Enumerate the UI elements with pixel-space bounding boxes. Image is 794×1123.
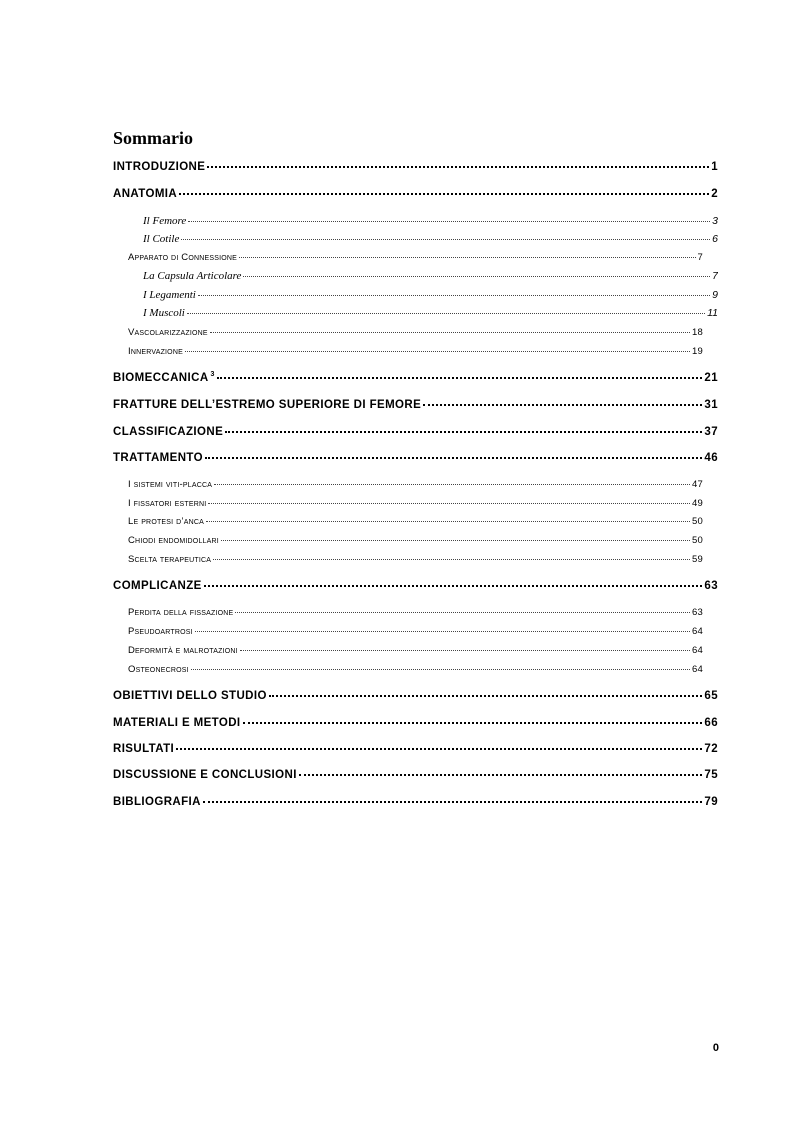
toc-entry-label: CLASSIFICAZIONE	[113, 426, 224, 438]
dot-leader	[423, 403, 702, 406]
toc-entry-biomeccanica[interactable]	[113, 371, 718, 386]
toc-entry-page: 64	[692, 664, 703, 675]
dot-leader	[214, 483, 690, 485]
toc-entry-label: OBIETTIVI DELLO STUDIO	[113, 690, 267, 702]
page-title: Sommario	[113, 128, 193, 148]
toc-entry-label: La Capsula Articolare	[143, 270, 242, 282]
dot-leader	[269, 694, 703, 697]
toc-entry-label: Deformità e malrotazioni	[128, 645, 238, 656]
toc-entry-capsula-articolare[interactable]	[143, 269, 718, 284]
dot-leader	[243, 275, 710, 277]
toc-entry-il-femore[interactable]	[143, 214, 718, 229]
toc-entry-introduzione[interactable]	[113, 160, 718, 175]
toc-entry-label: BIBLIOGRAFIA	[113, 796, 201, 808]
page-number: 0	[712, 1042, 719, 1054]
toc-entry-trattamento[interactable]	[113, 451, 718, 466]
dot-leader	[176, 747, 702, 750]
toc-entry-page: 7	[712, 270, 718, 282]
toc-entry-label: FRATTURE DELL’ESTREMO SUPERIORE DI FEMORE	[113, 399, 422, 411]
toc-entry-legamenti[interactable]	[143, 288, 718, 303]
toc-entry-page: 63	[692, 607, 703, 618]
dot-leader	[240, 649, 690, 651]
dot-leader	[185, 350, 690, 352]
toc-entry-materiali-metodi[interactable]	[113, 716, 718, 731]
toc-entry-page: 1	[711, 161, 718, 173]
dot-leader	[299, 773, 703, 776]
dot-leader	[235, 611, 690, 613]
dot-leader	[195, 630, 690, 632]
toc-entry-label: TRATTAMENTO	[113, 452, 203, 464]
dot-leader	[198, 294, 710, 296]
toc-entry-page: 50	[692, 516, 703, 527]
dot-leader	[208, 502, 690, 504]
dot-leader	[217, 376, 703, 379]
toc-entry-label: I sistemi viti-placca	[128, 479, 213, 490]
toc-entry-label: Il Cotile	[143, 233, 180, 245]
toc-entry-innervazione[interactable]	[128, 345, 703, 360]
toc-entry-page: 50	[692, 535, 703, 546]
toc-entry-page: 49	[692, 498, 703, 509]
dot-leader	[210, 331, 690, 333]
toc-entry-osteonecrosi[interactable]	[128, 663, 703, 678]
dot-leader	[179, 192, 709, 195]
toc-entry-discussione[interactable]	[113, 768, 718, 783]
toc-entry-page: 18	[692, 327, 703, 338]
toc-entry-fissatori-esterni[interactable]	[128, 497, 703, 512]
toc-entry-perdita-fissazione[interactable]	[128, 606, 703, 621]
dot-leader	[213, 558, 690, 560]
dot-leader	[221, 539, 690, 541]
dot-leader	[207, 165, 709, 168]
toc-entry-label: INTRODUZIONE	[113, 161, 206, 173]
dot-leader	[205, 456, 702, 459]
toc-entry-label: COMPLICANZE	[113, 580, 202, 592]
toc-entry-page: 66	[704, 717, 718, 729]
toc-entry-page: 65	[704, 690, 718, 702]
toc-entry-label: Innervazione	[128, 346, 183, 357]
toc-entry-page: 59	[692, 554, 703, 565]
toc-entry-page: 47	[692, 479, 703, 490]
toc-entry-vascolarizzazione[interactable]	[128, 326, 703, 341]
toc-entry-chiodi-endomidollari[interactable]	[128, 534, 703, 549]
toc-entry-page: 21	[704, 372, 718, 384]
dot-leader	[225, 430, 702, 433]
toc-entry-page: 79	[704, 796, 718, 808]
toc-entry-page: 64	[692, 645, 703, 656]
toc-entry-page: 72	[704, 743, 718, 755]
toc-entry-page: 11	[707, 307, 718, 319]
toc-entry-page: 6	[712, 233, 718, 245]
toc-entry-label: Le protesi d’anca	[128, 516, 204, 527]
toc-entry-scelta-terapeutica[interactable]	[128, 553, 703, 568]
toc-entry-label: Perdita della fissazione	[128, 607, 234, 618]
toc-entry-page: 64	[692, 626, 703, 637]
toc-entry-il-cotile[interactable]	[143, 232, 718, 247]
dot-leader	[181, 238, 710, 240]
toc-entry-page: 9	[712, 289, 718, 301]
toc-entry-apparato-di-connessione[interactable]	[128, 251, 703, 266]
toc-entry-label: DISCUSSIONE E CONCLUSIONI	[113, 769, 297, 781]
dot-leader	[203, 800, 703, 803]
toc-entry-label: I fissatori esterni	[128, 498, 207, 509]
dot-leader	[204, 584, 703, 587]
dot-leader	[191, 668, 690, 670]
toc-entry-label: Osteonecrosi	[128, 664, 189, 675]
toc-entry-page: 37	[704, 426, 718, 438]
toc-entry-deformita[interactable]	[128, 644, 703, 659]
dot-leader	[239, 256, 695, 258]
toc-entry-label: I Legamenti	[143, 289, 196, 301]
toc-entry-label: Apparato di Connessione	[128, 252, 238, 263]
toc-entry-page: 46	[704, 452, 718, 464]
toc-entry-label	[113, 371, 215, 386]
toc-entry-label: I Muscoli	[143, 307, 185, 319]
dot-leader	[188, 220, 710, 222]
toc-entry-label: MATERIALI E METODI	[113, 717, 241, 729]
toc-entry-classificazione[interactable]	[113, 425, 718, 440]
toc-entry-label-text: BIOMECCANICA	[113, 372, 209, 384]
toc-entry-risultati[interactable]	[113, 742, 718, 757]
toc-entry-page: 63	[704, 580, 718, 592]
toc-entry-label: Pseudoartrosi	[128, 626, 193, 637]
toc-entry-label: Il Femore	[143, 215, 187, 227]
toc-entry-label: Scelta terapeutica	[128, 554, 212, 565]
dot-leader	[206, 520, 690, 522]
toc-entry-anatomia[interactable]	[113, 187, 718, 202]
toc-entry-label: ANATOMIA	[113, 188, 178, 200]
toc-entry-page: 2	[711, 188, 718, 200]
toc-entry-complicanze[interactable]	[113, 579, 718, 594]
dot-leader	[187, 312, 705, 314]
toc-entry-pseudoartrosi[interactable]	[128, 625, 703, 640]
dot-leader	[243, 721, 703, 724]
toc-entry-label: Chiodi endomidollari	[128, 535, 219, 546]
toc-entry-bibliografia[interactable]	[113, 795, 718, 810]
toc-entry-page: 7	[697, 252, 703, 263]
toc-entry-fratture[interactable]	[113, 398, 718, 413]
toc-entry-obiettivi[interactable]	[113, 689, 718, 704]
toc-entry-muscoli[interactable]	[143, 306, 718, 321]
toc-entry-label: RISULTATI	[113, 743, 175, 755]
footnote-reference: 3	[210, 371, 215, 378]
toc-entry-page: 31	[704, 399, 718, 411]
toc-entry-page: 3	[712, 215, 718, 227]
toc-entry-page: 19	[692, 346, 703, 357]
toc-entry-label: Vascolarizzazione	[128, 327, 208, 338]
toc-entry-page: 75	[704, 769, 718, 781]
toc-entry-sistemi-viti-placca[interactable]	[128, 478, 703, 493]
toc-entry-protesi-anca[interactable]	[128, 515, 703, 530]
